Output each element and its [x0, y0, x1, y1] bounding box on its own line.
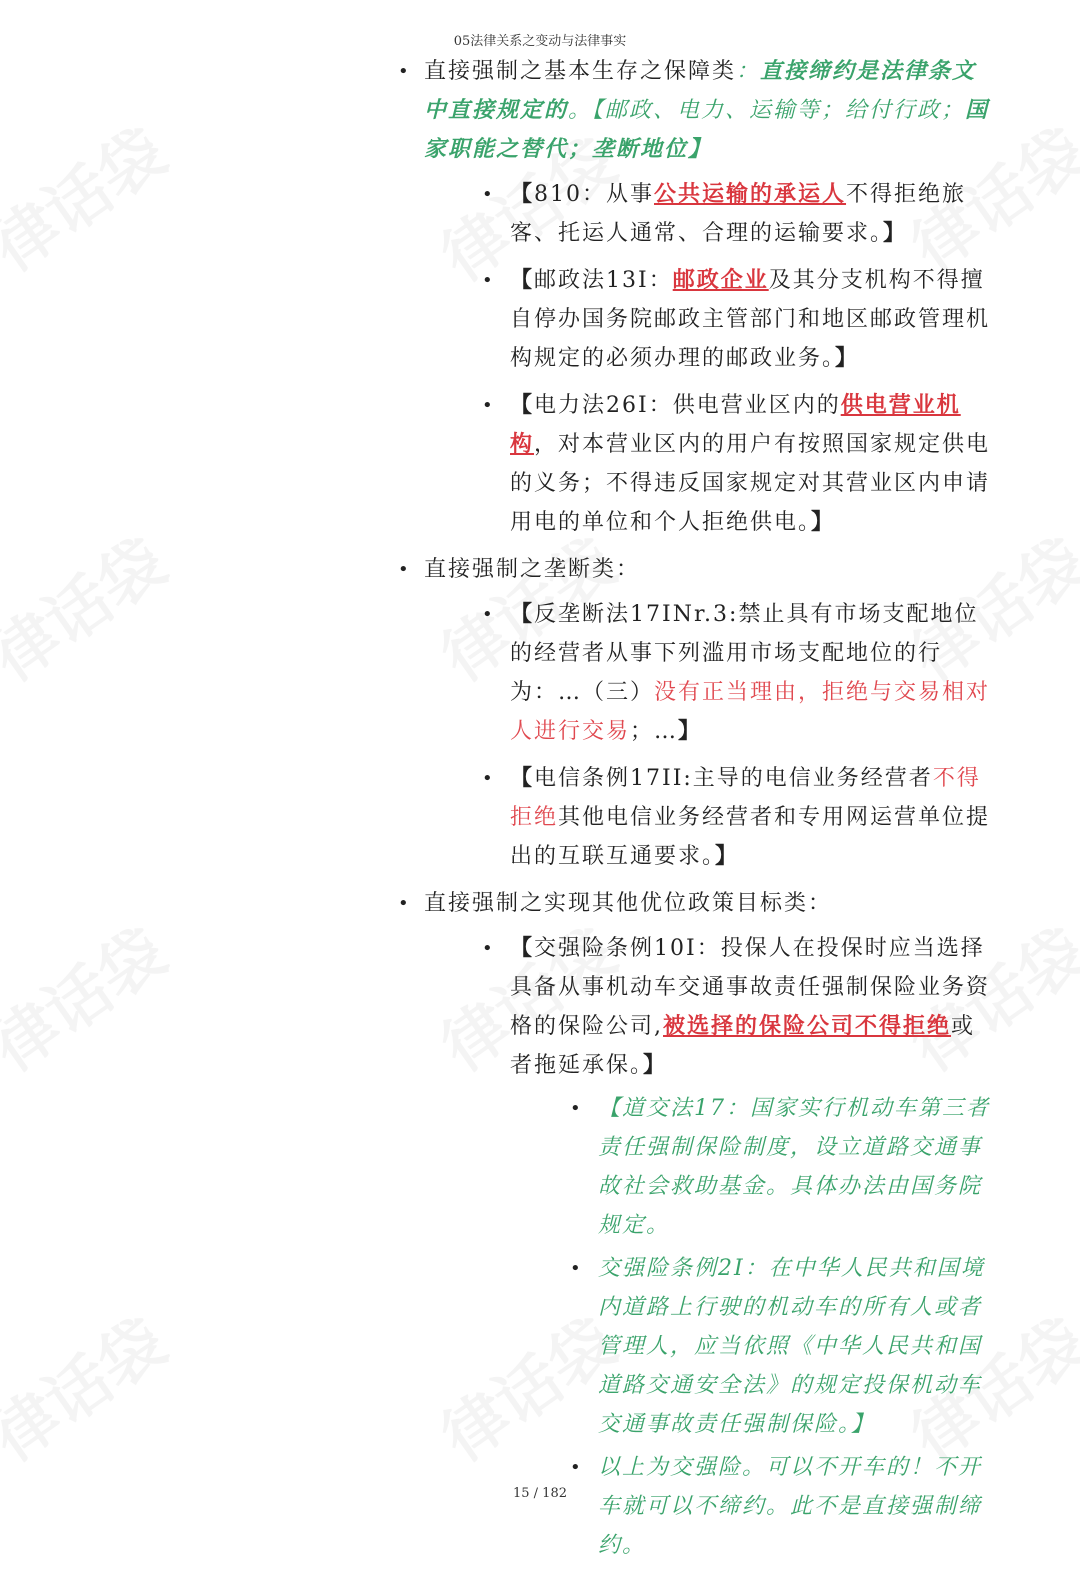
bullet-icon: • [398, 61, 411, 82]
list-item [570, 1448, 996, 1565]
text-run: 直接强制之实现其他优位政策目标类： [424, 891, 833, 916]
text-run: 【 [510, 392, 535, 418]
highlight-text: 供电营业机构 [510, 392, 961, 457]
text-run: ，对本营业区内的用户有按照国家规定供电的义务；不得违反国家规定对其营业区内申请用电的单位和个人拒绝供电。 [510, 432, 991, 535]
text-run: 交强险条例2I：在中华人民共和国境内道路上行驶的机动车的所有人或者管理人，应当依照《中华人民共和国道路交通安全法》的规定投保机动车交通事故责任强制保险。】 [598, 1256, 985, 1437]
list-item [570, 1249, 996, 1444]
text-run: ；… [630, 719, 679, 744]
text-run: 【 [510, 765, 535, 791]
bullet-icon: • [570, 1258, 583, 1279]
bullet-icon: • [570, 1098, 583, 1119]
text-run: 】 [883, 220, 908, 246]
text-run: 直接强制之垄断类： [424, 557, 641, 582]
highlight-text: 被选择的保险公司不得拒绝 [663, 1013, 952, 1039]
text-run: 【 [510, 935, 535, 961]
text-run: 】 [835, 345, 860, 371]
highlight-text: 不得拒绝 [510, 766, 981, 830]
bullet-icon: • [482, 395, 495, 416]
highlight-text: 邮政企业 [672, 267, 769, 293]
watermark [0, 1293, 181, 1478]
watermark [0, 903, 181, 1088]
text-run: 其他电信业务经营者和专用网运营单位提出的互联互通要求。 [510, 805, 991, 869]
list-item [482, 595, 996, 751]
text-run: 不得拒绝旅客、托运人通常、合理的运输要求。 [510, 182, 967, 246]
bullet-icon: • [482, 604, 495, 625]
text-run: 以上为交强险。可以不开车的！不开车就可以不缔约。此不是直接强制缔约。 [598, 1455, 983, 1558]
list-item [482, 929, 996, 1565]
sub-list [482, 595, 996, 876]
sub-list [482, 929, 996, 1565]
bullet-icon: • [482, 768, 495, 789]
page-header: 05法律关系之变动与法律事实 [453, 34, 627, 49]
text-run: 邮政法13I： [534, 268, 673, 293]
text-run: 。【邮政、电力、运输等；给付行政； [568, 98, 966, 123]
text-run: 直接强制之基本生存之保障类 [424, 59, 737, 84]
bullet-icon: • [482, 184, 495, 205]
list-item [482, 175, 996, 253]
list-item [570, 1089, 996, 1245]
text-run: 及其分支机构不得擅自停办国务院邮政主管部门和地区邮政管理机构规定的必须办理的邮政业务。 [510, 268, 991, 371]
bullet-icon: • [482, 270, 495, 291]
bullet-icon: • [398, 559, 411, 580]
text-run: 国家职能之替代；垄断地位 [424, 97, 990, 162]
outline-item [396, 884, 996, 1565]
outline-item [396, 550, 996, 876]
text-run: ： [736, 59, 761, 84]
outline-item [396, 52, 996, 542]
outline-list [396, 52, 996, 1565]
watermark [0, 513, 181, 698]
text-run: 【道交法17：国家实行机动车第三者责任强制保险制度，设立道路交通事故社会救助基金。具体办法由国务院规定。 [598, 1096, 990, 1238]
text-run: 【 [510, 601, 535, 627]
sub-list [482, 175, 996, 542]
list-item [482, 759, 996, 876]
bullet-icon: • [398, 893, 411, 914]
text-run: 或者拖延承保。 [510, 1014, 976, 1078]
text-run: 电信条例17II:主导的电信业务经营者 [534, 766, 933, 791]
text-run: 交强险条例10I：投保人在投保时应当选择具备从事机动车交通事故责任强制保险业务资格的保险公司, [510, 936, 991, 1039]
text-run: 】 [811, 509, 836, 535]
highlight-text: 没有正当理由，拒绝与交易相对人进行交易 [510, 680, 991, 744]
text-run: 】 [678, 718, 703, 744]
bullet-icon: • [482, 938, 495, 959]
text-run: 810：从事 [534, 182, 655, 207]
text-run: 反垄断法17INr.3:禁止具有市场支配地位的经营者从事下列滥用市场支配地位的行为：…（三） [510, 602, 979, 705]
text-run: 【 [510, 181, 535, 207]
list-item [482, 261, 996, 378]
document-body [396, 52, 996, 1573]
text-run: 直接缔约是法律条文中直接规定的 [424, 58, 977, 123]
bullet-icon: • [570, 1457, 583, 1478]
text-run: 】 [688, 136, 713, 162]
text-run: 】 [643, 1052, 668, 1078]
text-run: 电力法26I：供电营业区内的 [534, 393, 841, 418]
list-item [482, 386, 996, 542]
watermark [0, 103, 181, 288]
page-number: 15 / 182 [513, 1486, 567, 1501]
text-run: 】 [715, 843, 740, 869]
highlight-text: 公共运输的承运人 [654, 181, 847, 207]
text-run: 【 [510, 267, 535, 293]
